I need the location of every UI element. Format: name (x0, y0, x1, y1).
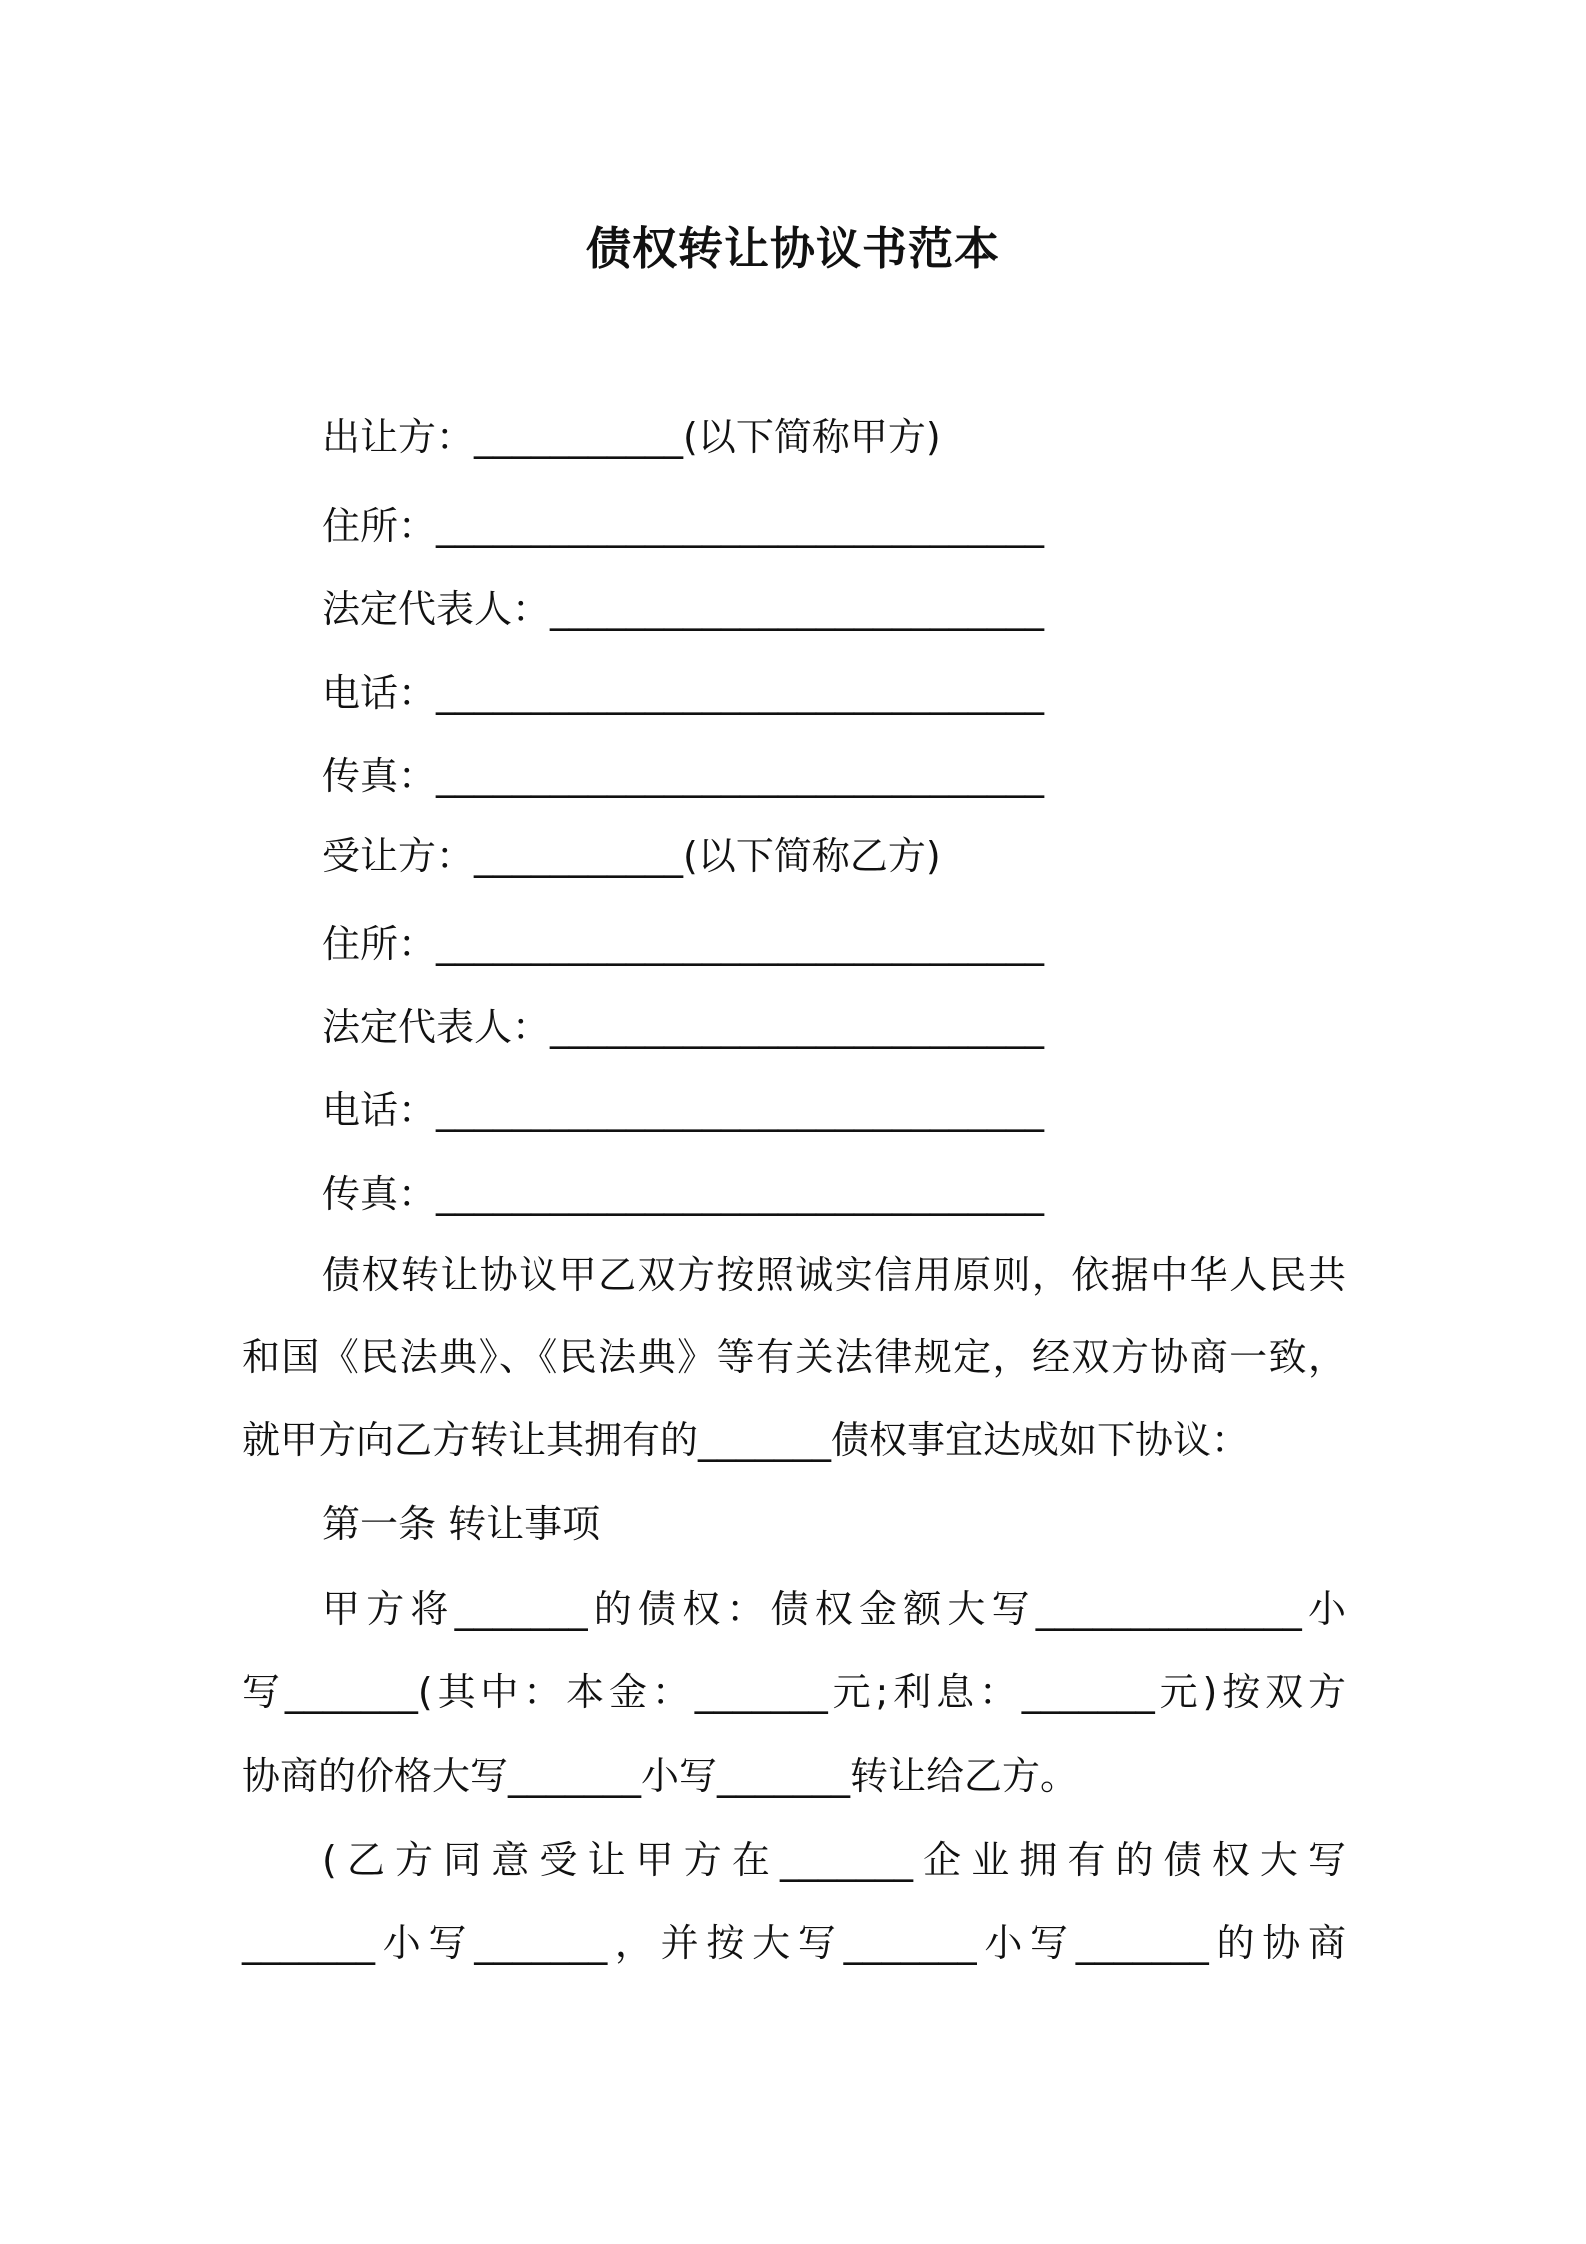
transferor-legal-rep-line: 法定代表人：__________________________ (322, 587, 1045, 631)
preamble-line: 和国《民法典》、《民法典》等有关法律规定，经双方协商一致， (242, 1335, 1346, 1379)
transferor-address-line: 住所：________________________________ (322, 504, 1045, 548)
article-paragraph-line: 甲方将_______的债权：债权金额大写______________小 (322, 1587, 1346, 1631)
preamble-line: 就甲方向乙方转让其拥有的_______债权事宜达成如下协议： (242, 1418, 1250, 1462)
transferee-phone-line: 电话：________________________________ (322, 1088, 1045, 1132)
transferee-name-line: 受让方：___________(以下简称乙方) (322, 834, 941, 878)
transferor-fax-line: 传真：________________________________ (322, 754, 1045, 798)
document-title: 债权转让协议书范本 (585, 222, 1000, 275)
transferee-legal-rep-line: 法定代表人：__________________________ (322, 1005, 1045, 1049)
article-paragraph-line: 写_______(其中：本金：_______元;利息：_______元)按双方 (242, 1670, 1346, 1714)
transferee-address-line: 住所：________________________________ (322, 922, 1045, 966)
article-paragraph-line: _______小写_______，并按大写_______小写_______的协商 (242, 1921, 1346, 1965)
transferee-fax-line: 传真：________________________________ (322, 1172, 1045, 1216)
transferor-phone-line: 电话：________________________________ (322, 671, 1045, 715)
article-heading: 第一条 转让事项 (322, 1502, 601, 1546)
transferor-name-line: 出让方：___________(以下简称甲方) (322, 415, 941, 459)
article-paragraph-line: 协商的价格大写_______小写_______转让给乙方。 (242, 1754, 1079, 1798)
preamble-line: 债权转让协议甲乙双方按照诚实信用原则，依据中华人民共 (322, 1253, 1346, 1297)
article-paragraph-line: (乙方同意受让甲方在_______企业拥有的债权大写 (322, 1838, 1346, 1882)
